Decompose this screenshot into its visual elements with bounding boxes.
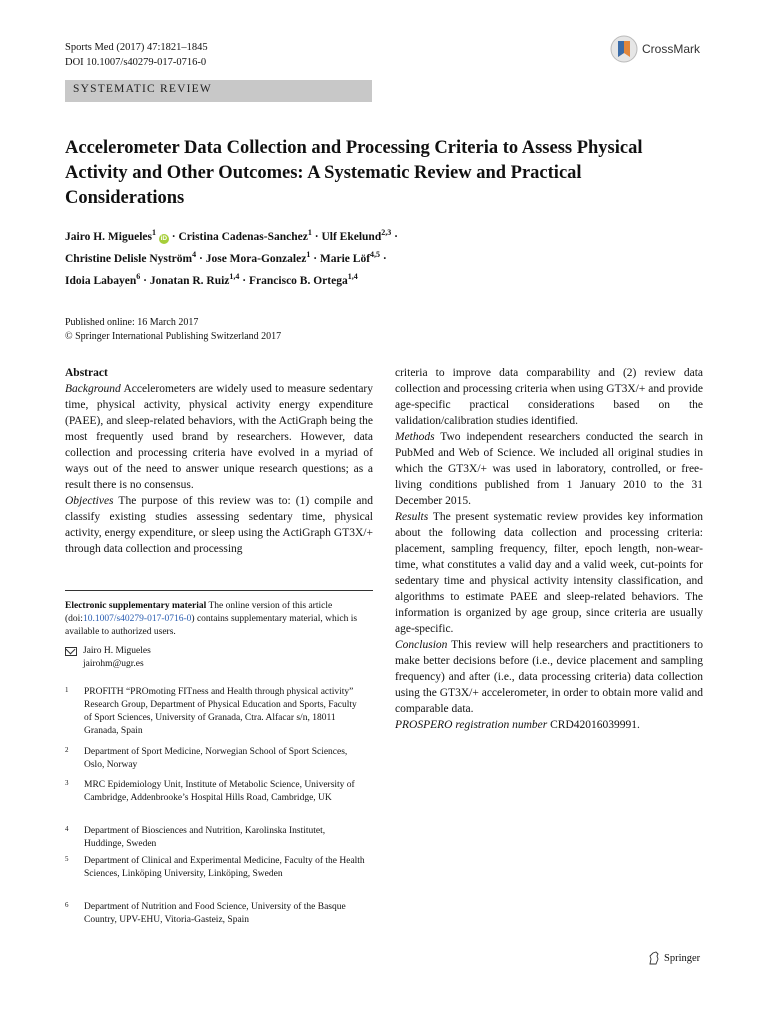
abstract-conclusion (395, 637, 703, 717)
author-affiliation-ref: 1 (307, 228, 312, 237)
author-name[interactable]: Idoia Labayen (65, 274, 137, 287)
section-label: SYSTEMATIC REVIEW (73, 83, 212, 95)
background-text: Accelerometers are widely used to measure sedentary time, physical activity, physical activity energy expenditure (PAEE), and sleep-related behaviors, with the ActiGraph being the most frequently used brand by researchers. However, data collection and processing criteria have evolved in a myriad of ways out of the need to answer unique research questions; as a result there is no consensus. (65, 383, 374, 491)
footnote-divider (65, 590, 373, 591)
section-banner (65, 80, 372, 102)
correspondence (65, 645, 373, 671)
abstract-heading: Abstract (65, 367, 108, 379)
article-title: Accelerometer Data Collection and Processing Criteria to Assess Physical Activity and Other Outcomes: A Systematic Review and Practical Considerations (65, 138, 643, 208)
author-name[interactable]: Marie Löf (319, 252, 371, 265)
author-affiliation-ref: 1,4 (229, 271, 240, 281)
author-affiliation-ref: 1 (306, 249, 311, 259)
author-name[interactable]: Cristina Cadenas-Sanchez (178, 230, 308, 243)
crossmark-badge[interactable] (610, 32, 720, 66)
affiliation-number: 1 (65, 686, 69, 694)
journal-citation: Sports Med (2017) 47:1821–1845 (65, 42, 208, 53)
results-text: The present systematic review provides key information about the following data collection and processing criteria: placement, sampling frequency, filter, epoch length, non-wear-time, what constitutes a valid day and a valid week, cut-points for sedentary time and physical activity intensity classification, and algorithms to estimate PAEE and sleep-related behaviors. The information is organized by age group, since criteria are usually age-specific. (395, 511, 704, 635)
copyright-notice: © Springer International Publishing Switzerland 2017 (65, 331, 282, 342)
affiliation-text: Department of Nutrition and Food Science, University of the Basque Country, UPV-EHU, Vitoria-Gasteiz, Spain (84, 902, 346, 925)
author-affiliation-ref: 6 (136, 271, 141, 281)
author-name[interactable]: Jairo H. Migueles (65, 230, 152, 243)
affiliation-item (65, 855, 365, 881)
affiliation-number: 6 (65, 901, 69, 909)
affiliation-text: Department of Biosciences and Nutrition, Karolinska Institutet, Huddinge, Sweden (84, 826, 326, 849)
prospero-number: CRD42016039991. (550, 719, 640, 731)
author-affiliation-ref: 2,3 (381, 228, 392, 237)
author-affiliation-ref: 4 (192, 249, 197, 259)
author-list: Jairo H. Migueles$^1$ iD · Cristina Cadenas-Sanchez$^1$ · Ulf Ekelund$^{2,3}$ · Christine Delisle Nyström$^4$ · Jose Mora-Gonzalez$^1$ · Marie Löf$^{4,5}$ · Idoia Labayen$^6$ · Jonatan R. Ruiz$^{1,4}$ · Francisco B. Ortega$^{1,4}$ (65, 228, 398, 287)
supplementary-label: Electronic supplementary material (65, 601, 207, 611)
abstract-right-column (395, 365, 703, 733)
author-affiliation-ref: 1,4 (347, 271, 358, 281)
publisher-footer (648, 951, 700, 965)
results-label: Results (395, 511, 429, 523)
orcid-icon[interactable]: iD (160, 234, 168, 242)
abstract-prospero (395, 717, 703, 733)
author-affiliation-ref: 4,5 (370, 249, 381, 259)
affiliation-item (65, 901, 365, 927)
crossmark-label: CrossMark (642, 42, 701, 56)
affiliation-number: 3 (65, 779, 69, 787)
affiliation-text: PROFITH “PROmoting FITness and Health through physical activity” Research Group, Department of Physical Education and Sports, Faculty of Sport Sciences, University of Granada, Ctra. Alfacar s/n, 18011 Granada, Spain (84, 687, 357, 736)
objectives-text: The purpose of this review was to: (1) compile and classify existing studies assessing sedentary time, physical activity, energy expenditure, or sleep using the ActiGraph GT3X/+ through data collection and processing (65, 495, 373, 555)
author-name[interactable]: Jose Mora-Gonzalez (205, 252, 307, 265)
affiliation-item (65, 779, 365, 805)
affiliation-item (65, 686, 365, 738)
methods-text: Two independent researchers conducted the search in PubMed and Web of Science. We included all original studies in which the GT3X/+ was used in laboratory, controlled, or free-living conditions published from 1 January 2010 to the 31 December 2015. (395, 431, 703, 507)
author-name[interactable]: Ulf Ekelund (321, 230, 382, 243)
publisher-name: Springer (664, 952, 701, 964)
supplementary-text-after: ) contains supplementary material, which is available to authorized users. (65, 614, 358, 637)
prospero-label: PROSPERO registration number (395, 719, 548, 731)
supplementary-text-before: The online version of this article (doi: (65, 601, 333, 624)
affiliation-number: 5 (65, 855, 69, 863)
conclusion-text: This review will help researchers and practitioners to make better decisions before (i.e., device placement and sampling frequency) and after (i.e., data processing criteria) data collection using the GT3X/+ accelerometer, in order to obtain more valid and comparable data. (395, 639, 703, 715)
correspondence-name: Jairo H. Migueles (83, 646, 151, 656)
affiliation-text: Department of Sport Medicine, Norwegian School of Sport Sciences, Oslo, Norway (84, 747, 348, 770)
crossmark-icon (610, 35, 638, 63)
abstract-background (65, 381, 373, 493)
methods-label: Methods (395, 431, 435, 443)
affiliation-item (65, 825, 365, 851)
supplementary-doi-link[interactable]: 10.1007/s40279-017-0716-0 (82, 614, 192, 624)
author-name[interactable]: Jonatan R. Ruiz (149, 274, 230, 287)
envelope-icon (65, 647, 77, 656)
abstract-methods (395, 429, 703, 509)
affiliation-item (65, 746, 365, 772)
affiliation-text: MRC Epidemiology Unit, Institute of Metabolic Science, University of Cambridge, Addenbrooke’s Hospital Hills Road, Cambridge, UK (84, 780, 355, 803)
doi[interactable]: DOI 10.1007/s40279-017-0716-0 (65, 57, 207, 68)
author-name[interactable]: Francisco B. Ortega (249, 274, 348, 287)
published-date: Published online: 16 March 2017 (65, 317, 199, 328)
objectives-label: Objectives (65, 495, 114, 507)
objectives-continued: criteria to improve data comparability and (2) review data collection and processing criteria when using GT3X/+ and provide age-specific practical considerations based on the validation/calibration studies identified. (395, 367, 703, 427)
conclusion-label: Conclusion (395, 639, 448, 651)
author-affiliation-ref: 1 (152, 228, 156, 237)
correspondence-email[interactable]: jairohm@ugr.es (83, 659, 144, 669)
abstract-left-column (65, 365, 373, 557)
abstract-results (395, 509, 703, 637)
author-name[interactable]: Christine Delisle Nyström (65, 252, 193, 265)
affiliation-number: 2 (65, 746, 69, 754)
background-label: Background (65, 383, 121, 395)
springer-horse-icon (648, 951, 660, 965)
affiliation-text: Department of Clinical and Experimental Medicine, Faculty of the Health Sciences, Linköping University, Linköping, Sweden (84, 856, 365, 879)
abstract-objectives (65, 493, 373, 557)
affiliation-number: 4 (65, 825, 69, 833)
supplementary-note (65, 600, 373, 639)
